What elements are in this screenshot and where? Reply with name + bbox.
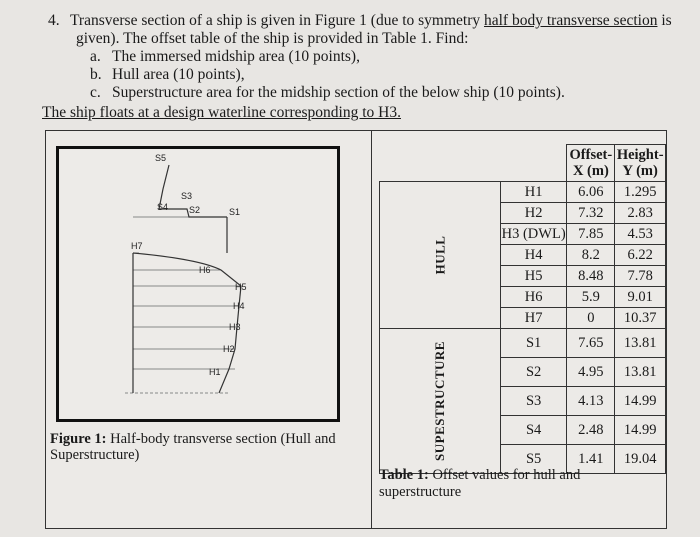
waterline-statement: The ship floats at a design waterline corresponding to H3.	[42, 104, 401, 121]
question-line1-underlined: half body transverse section	[484, 12, 658, 29]
question-item-c	[90, 84, 688, 102]
table-row: H6 5.9 9.01	[380, 287, 666, 308]
table-1-caption	[379, 467, 639, 501]
header-offset: Offset- X (m)	[567, 145, 615, 182]
superstructure-group-label: SUPESTRUCTURE	[380, 329, 501, 474]
question-text	[48, 12, 688, 102]
figure-1-drawing	[56, 146, 340, 422]
table-row: H2 7.32 2.83	[380, 203, 666, 224]
table-row: H7 0 10.37	[380, 308, 666, 329]
label-h5: H5	[235, 282, 247, 292]
label-s2: S2	[189, 205, 201, 215]
label-s3: S3	[181, 191, 193, 201]
table-row: S2 4.95 13.81	[380, 358, 666, 387]
label-h4: H4	[233, 301, 245, 311]
label-h1: H1	[209, 367, 221, 377]
table-row: S5 1.41 19.04	[380, 445, 666, 474]
label-h3: H3	[229, 322, 241, 332]
question-line-1	[48, 12, 688, 30]
figure-caption-text: Half-body transverse section (Hull and Superstructure)	[50, 431, 336, 463]
header-height: Height- Y (m)	[615, 145, 666, 182]
table-row: S3 4.13 14.99	[380, 387, 666, 416]
table-row: H5 8.48 7.78	[380, 266, 666, 287]
table-row: H4 8.2 6.22	[380, 245, 666, 266]
figure-table-panel	[45, 130, 667, 529]
question-line1-post: is	[657, 12, 672, 29]
item-text: Hull area (10 points),	[112, 66, 245, 83]
figure-caption-label: Figure 1:	[50, 431, 107, 447]
figure-1-caption	[50, 431, 360, 463]
item-text: The immersed midship area (10 points),	[112, 48, 360, 65]
label-h2: H2	[223, 344, 235, 354]
label-s5: S5	[155, 153, 167, 163]
question-items	[48, 48, 688, 102]
label-h6: H6	[199, 265, 211, 275]
table-caption-label: Table 1:	[379, 467, 429, 483]
question-line1-pre: Transverse section of a ship is given in Figure 1 (due to symmetry	[70, 12, 484, 29]
question-item-b	[90, 66, 688, 84]
item-letter: c.	[90, 84, 101, 101]
label-s1: S1	[229, 207, 241, 217]
offset-table	[379, 144, 666, 474]
table-header-row	[380, 145, 666, 182]
table-row: HULL H1 6.06 1.295	[380, 182, 666, 203]
table-caption-text: Offset values for hull and superstructure	[379, 467, 581, 500]
table-row: H3 (DWL) 7.85 4.53	[380, 224, 666, 245]
question-line-2: given). The offset table of the ship is provided in Table 1. Find:	[76, 30, 469, 47]
table-row: S4 2.48 14.99	[380, 416, 666, 445]
table-row: SUPESTRUCTURE S1 7.65 13.81	[380, 329, 666, 358]
question-number: 4.	[48, 12, 60, 29]
item-letter: a.	[90, 48, 101, 65]
transverse-section-svg	[59, 149, 337, 419]
label-h7: H7	[131, 241, 143, 251]
item-letter: b.	[90, 66, 102, 83]
hull-group-label: HULL	[380, 182, 501, 329]
hull-outline	[133, 253, 241, 393]
label-s4: S4	[157, 202, 169, 212]
panel-divider	[371, 131, 372, 528]
question-item-a	[90, 48, 688, 66]
item-text: Superstructure area for the midship section of the below ship (10 points).	[112, 84, 565, 101]
